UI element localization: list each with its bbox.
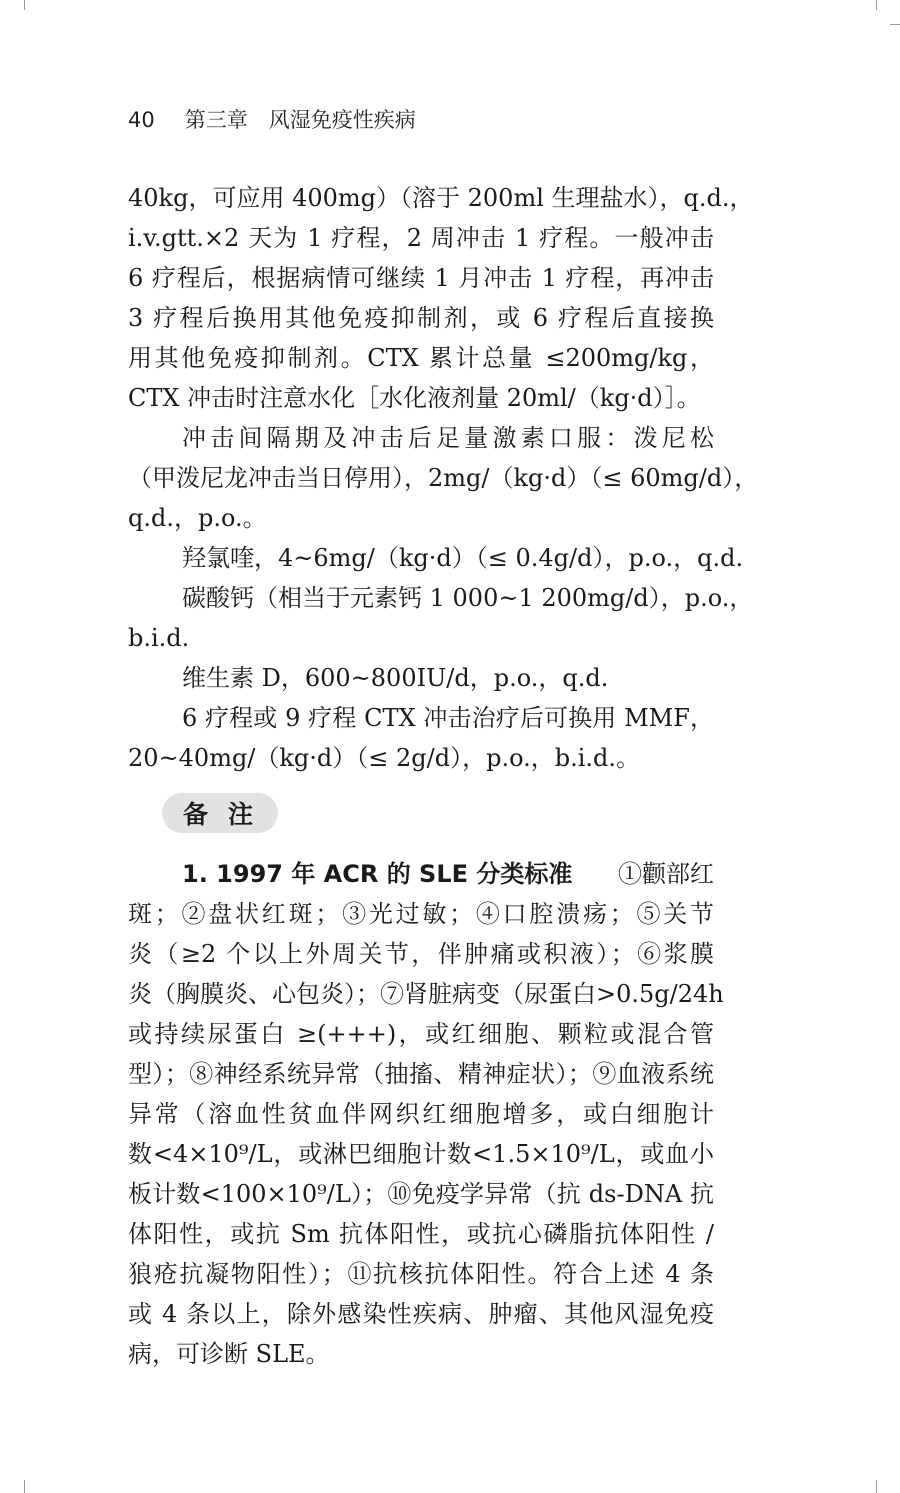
- body-line: b.i.d.: [128, 624, 190, 652]
- body-line: 碳酸钙（相当于元素钙 1 000~1 200mg/d），p.o.，: [182, 584, 754, 612]
- note-line: 或持续尿蛋白 ≥(+++)，或红细胞、颗粒或混合管: [128, 1020, 714, 1048]
- note-line: 型）；⑧神经系统异常（抽搐、精神症状）；⑨血液系统: [128, 1060, 714, 1088]
- crop-mark-side-right: [890, 24, 900, 25]
- body-line: CTX 冲击时注意水化［水化液剂量 20ml/（kg·d）］。: [128, 384, 701, 412]
- running-header: [128, 104, 416, 134]
- note-badge: 备注: [162, 793, 278, 833]
- crop-mark-bottom-left: [24, 1480, 25, 1493]
- note-line: 斑；②盘状红斑；③光过敏；④口腔溃疡；⑤关节: [128, 900, 714, 928]
- page-number: 40: [128, 108, 155, 132]
- note-line: 狼疮抗凝物阳性）；⑪抗核抗体阳性。符合上述 4 条: [128, 1260, 714, 1288]
- note-line: 炎（胸膜炎、心包炎）；⑦肾脏病变（尿蛋白>0.5g/24h: [128, 980, 724, 1008]
- body-line: 羟氯喹，4~6mg/（kg·d）（≤ 0.4g/d），p.o.，q.d.: [182, 544, 744, 572]
- note-first-line: [182, 862, 714, 886]
- note-heading: 1. 1997 年 ACR 的 SLE 分类标准: [182, 860, 573, 888]
- body-line: （甲泼尼龙冲击当日停用），2mg/（kg·d）（≤ 60mg/d），: [128, 464, 759, 492]
- note-line: 或 4 条以上，除外感染性疾病、肿瘤、其他风湿免疫: [128, 1300, 714, 1328]
- note-line: 病，可诊断 SLE。: [128, 1340, 330, 1368]
- body-line: 用其他免疫抑制剂。CTX 累计总量 ≤200mg/kg，: [128, 344, 714, 372]
- body-line: 20~40mg/（kg·d）（≤ 2g/d），p.o.，b.i.d.。: [128, 744, 641, 772]
- note-line: 炎（≥2 个以上外周关节，伴肿痛或积液）；⑥浆膜: [128, 940, 714, 968]
- crop-mark-top-left: [24, 0, 25, 10]
- body-line: 冲击间隔期及冲击后足量激素口服：泼尼松: [182, 424, 714, 452]
- crop-mark-bottom-right: [876, 1480, 877, 1493]
- body-line: 40kg，可应用 400mg）（溶于 200ml 生理盐水），q.d.，: [128, 184, 754, 212]
- note-line: 体阳性，或抗 Sm 抗体阳性，或抗心磷脂抗体阳性 /: [128, 1220, 714, 1248]
- note-line: 板计数<100×10⁹/L）；⑩免疫学异常（抗 ds-DNA 抗: [128, 1180, 714, 1208]
- body-line: q.d.，p.o.。: [128, 504, 267, 532]
- body-line: 3 疗程后换用其他免疫抑制剂，或 6 疗程后直接换: [128, 304, 714, 332]
- body-line: i.v.gtt.×2 天为 1 疗程，2 周冲击 1 疗程。一般冲击: [128, 224, 714, 252]
- note-line: 异常（溶血性贫血伴网织红细胞增多，或白细胞计: [128, 1100, 714, 1128]
- crop-mark-top-right: [876, 0, 877, 10]
- body-line: 维生素 D，600~800IU/d，p.o.，q.d.: [182, 664, 609, 692]
- note-line: ①颧部红: [618, 860, 714, 888]
- body-line: 6 疗程或 9 疗程 CTX 冲击治疗后可换用 MMF，: [182, 704, 714, 732]
- chapter-title: 第三章 风湿免疫性疾病: [184, 108, 416, 132]
- body-line: 6 疗程后，根据病情可继续 1 月冲击 1 疗程，再冲击: [128, 264, 714, 292]
- note-line: 数<4×10⁹/L，或淋巴细胞计数<1.5×10⁹/L，或血小: [128, 1140, 714, 1168]
